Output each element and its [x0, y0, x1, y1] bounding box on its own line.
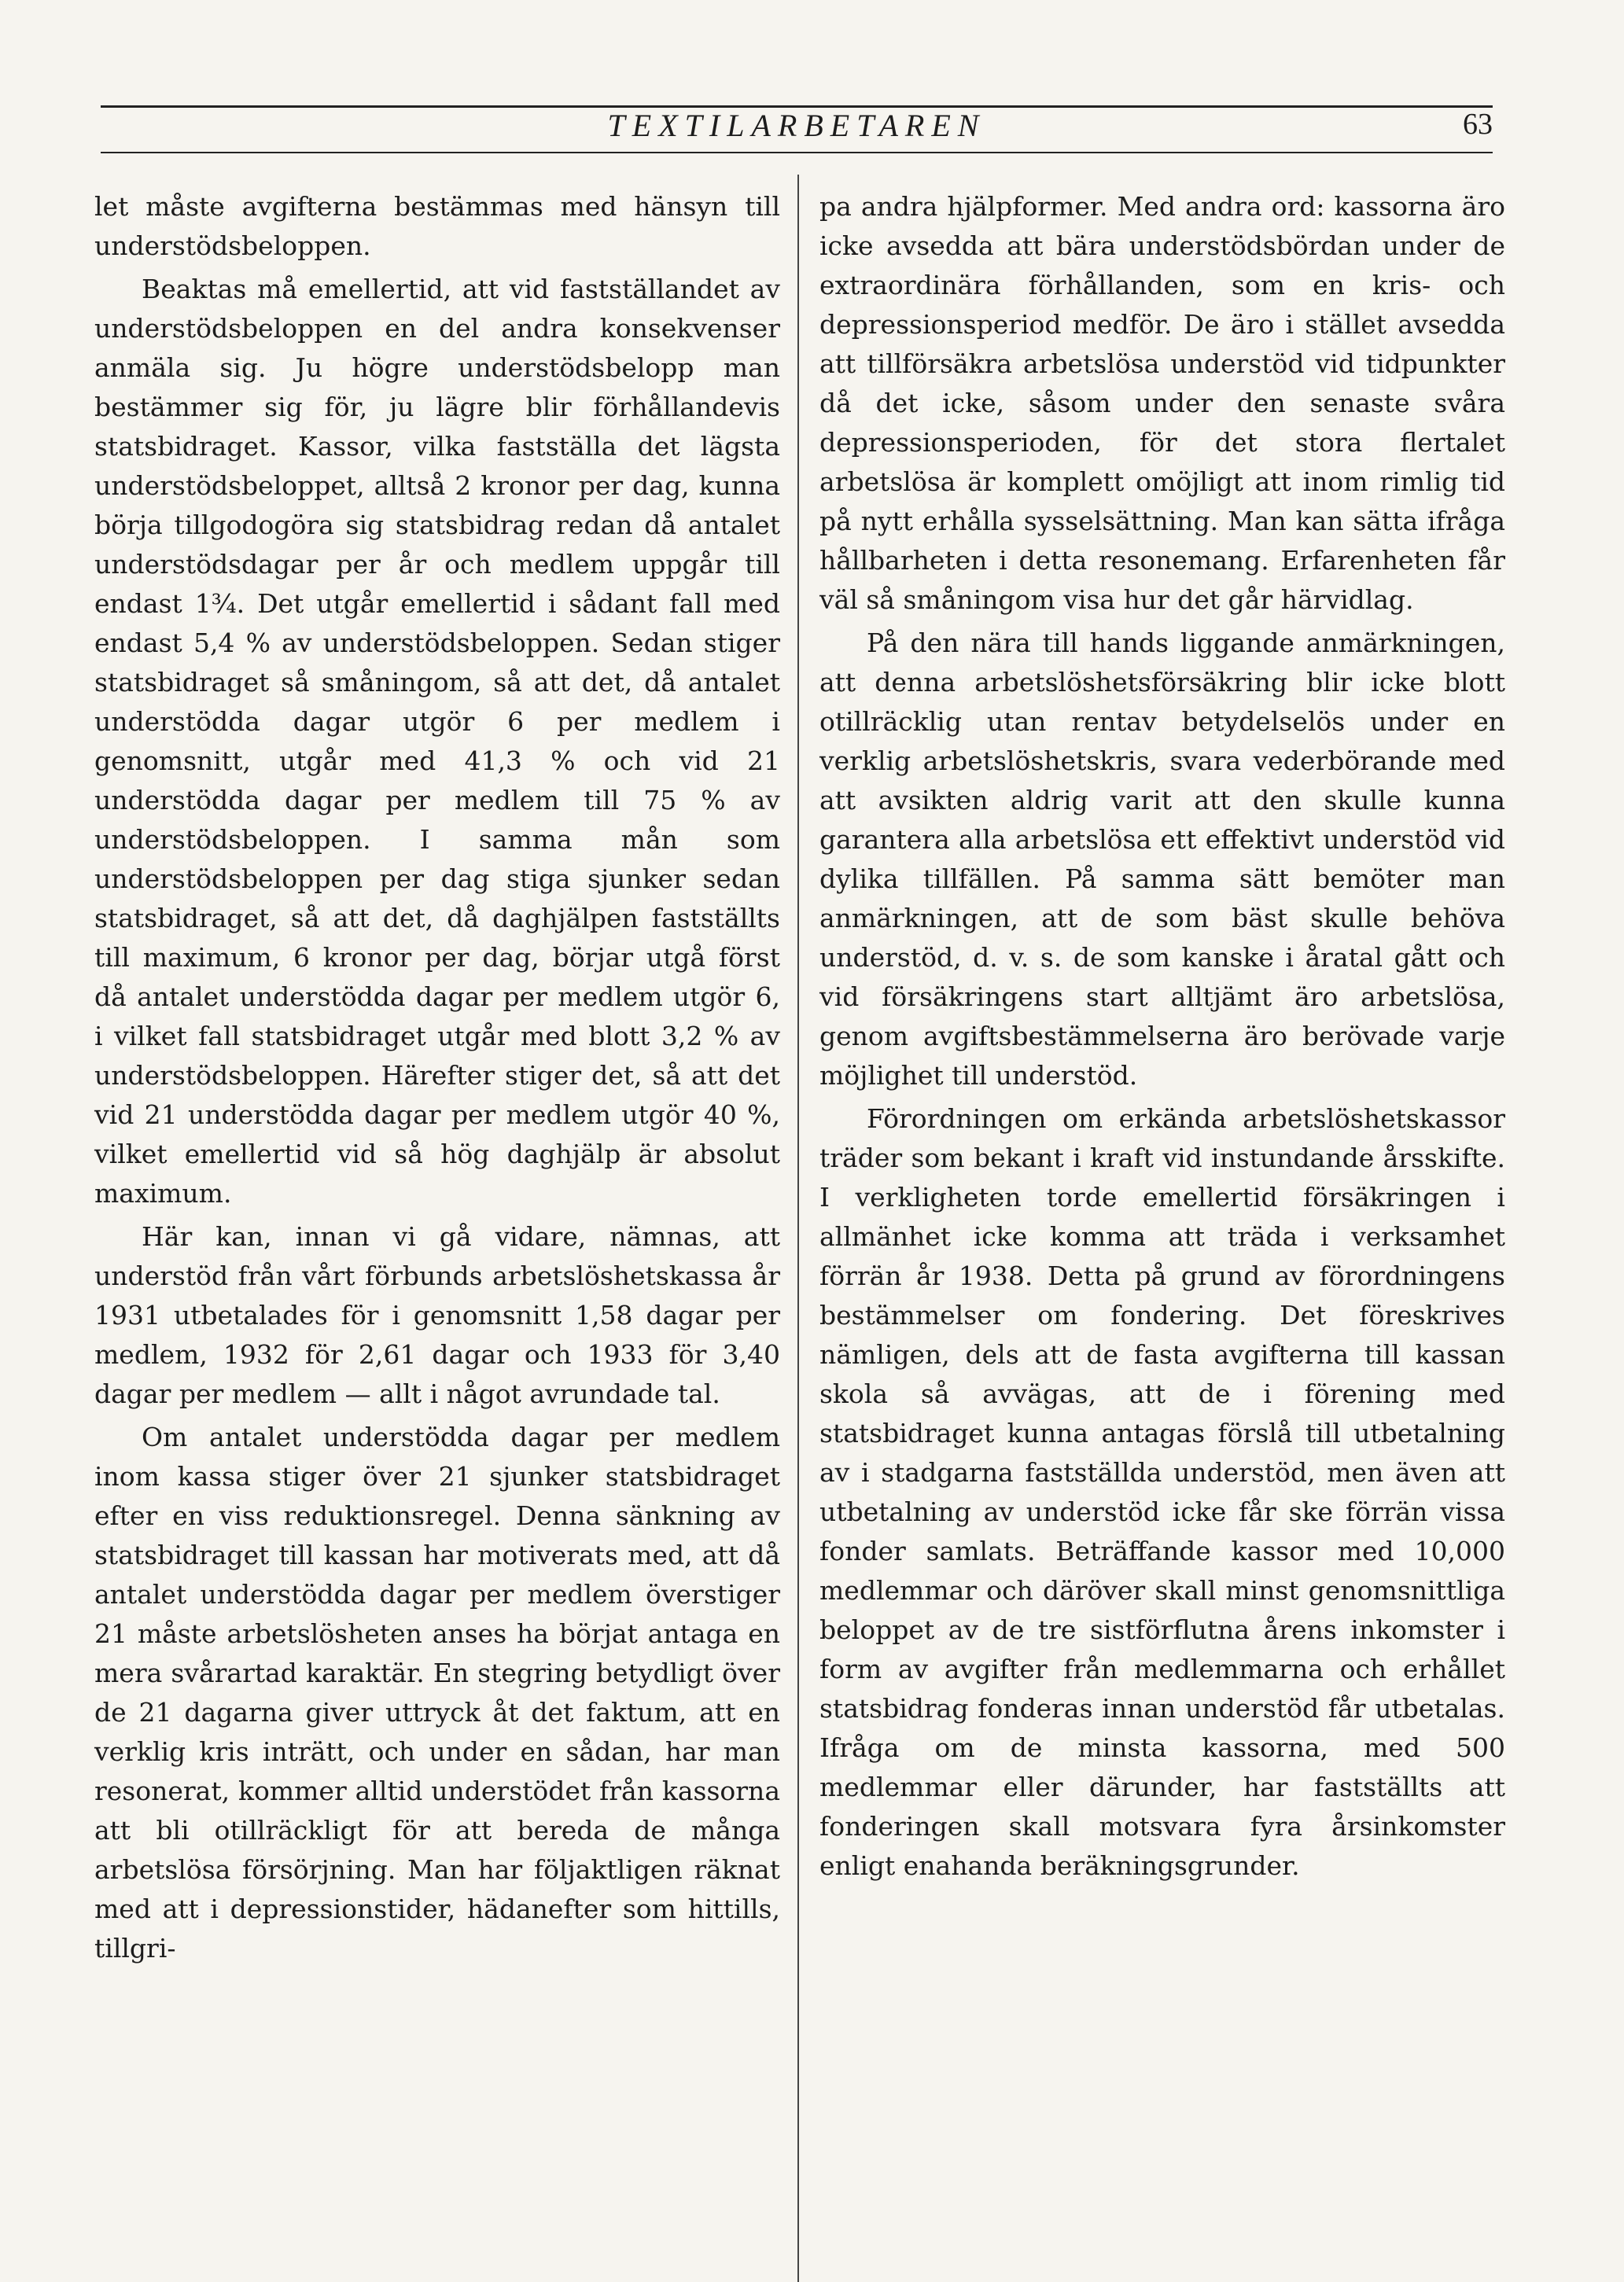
running-title: TEXTILARBETAREN [607, 108, 986, 143]
page-number: 63 [1463, 108, 1493, 141]
right-column [819, 187, 1505, 1890]
paragraph: På den nära till hands liggande anmärkningen, att denna arbetslöshetsförsäkring blir icke blott otillräcklig utan rentav betydelselös under en verklig arbetslöshetskris, svara vederbörande med att avsikten aldrig varit att den skulle kunna garantera alla arbetslösa ett effektivt understöd vid dylika tillfällen. På samma sätt bemöter man anmärkningen, att de som bäst skulle behöva understöd, d. v. s. de som kanske i åratal gått och vid försäkringens start alltjämt äro arbetslösa, genom avgiftsbestämmelserna äro berövade varje möjlighet till understöd. [819, 628, 1505, 1091]
paragraph: Beaktas må emellertid, att vid fastställandet av understödsbeloppen en del andra konsekvenser anmäla sig. Ju högre understödsbelopp man bestämmer sig för, ju lägre blir förhållandevis statsbidraget. Kassor, vilka fastställa det lägsta understödsbeloppet, alltså 2 kronor per dag, kunna börja tillgodogöra sig statsbidrag redan då antalet understödsdagar per år och medlem uppgår till endast 1¾. Det utgår emellertid i sådant fall med endast 5,4 % av understödsbeloppen. Sedan stiger statsbidraget så småningom, så att det, då antalet understödda dagar utgör 6 per medlem i genomsnitt, utgår med 41,3 % och vid 21 understödda dagar per medlem till 75 % av understödsbeloppen. I samma mån som understödsbeloppen per dag stiga sjunker sedan statsbidraget, så att det, då daghjälpen fastställts till maximum, 6 kronor per dag, börjar utgå först då antalet understödda dagar per medlem utgör 6, i vilket fall statsbidraget utgår med blott 3,2 % av understödsbeloppen. Härefter stiger det, så att det vid 21 understödda dagar per medlem utgör 40 %, vilket emellertid vid så hög daghjälp är absolut maximum. [94, 274, 780, 1209]
column-divider [797, 175, 799, 2282]
paragraph: Förordningen om erkända arbetslöshetskassor träder som bekant i kraft vid instundande årsskifte. I verkligheten torde emellertid försäkringen i allmänhet icke komma att träda i verksamhet förrän år 1938. Detta på grund av förordningens bestämmelser om fondering. Det föreskrives nämligen, dels att de fasta avgifterna till kassan skola så avvägas, att de i förening med statsbidraget kunna antagas förslå till utbetalning av i stadgarna fastställda understöd, men även att utbetalning av understöd icke får ske förrän vissa fonder samlats. Beträffande kassor med 10,000 medlemmar och däröver skall minst genomsnittliga beloppet av de tre sistförflutna årens inkomster i form av avgifter från medlemmarna och erhållet statsbidrag fonderas innan understöd får utbetalas. Ifråga om de minsta kassorna, med 500 medlemmar eller därunder, har fastställts att fonderingen skall motsvara fyra årsinkomster enligt enahanda beräkningsgrunder. [819, 1103, 1505, 1881]
header-rule [101, 152, 1493, 153]
paragraph: Om antalet understödda dagar per medlem inom kassa stiger över 21 sjunker statsbidraget efter en viss reduktionsregel. Denna sänkning av statsbidraget till kassan har motiverats med, att då antalet understödda dagar per medlem överstiger 21 måste arbetslösheten anses ha börjat antaga en mera svårartad karaktär. En stegring betydligt över de 21 dagarna giver uttryck åt det faktum, att en verklig kris inträtt, och under en sådan, har man resonerat, kommer alltid understödet från kassorna att bli otillräckligt för att bereda de många arbetslösa försörjning. Man har följaktligen räknat med att i depressionstider, hädanefter som hittills, tillgri- [94, 1422, 780, 1964]
paragraph: let måste avgifterna bestämmas med hänsyn till understödsbeloppen. [94, 191, 780, 261]
page-header [101, 107, 1493, 149]
paragraph: pa andra hjälpformer. Med andra ord: kassorna äro icke avsedda att bära understödsbördan under de extraordinära förhållanden, som en kris- och depressionsperiod medför. De äro i stället avsedda att tillförsäkra arbetslösa understöd vid tidpunkter då det icke, såsom under den senaste svåra depressionsperioden, för det stora flertalet arbetslösa är komplett omöjligt att inom rimlig tid på nytt erhålla sysselsättning. Man kan sätta ifråga hållbarheten i detta resonemang. Erfarenheten får väl så småningom visa hur det går härvidlag. [819, 191, 1505, 615]
left-column [94, 187, 780, 1972]
paragraph: Här kan, innan vi gå vidare, nämnas, att understöd från vårt förbunds arbetslöshetskassa år 1931 utbetalades för i genomsnitt 1,58 dagar per medlem, 1932 för 2,61 dagar och 1933 för 3,40 dagar per medlem — allt i något avrundade tal. [94, 1221, 780, 1409]
